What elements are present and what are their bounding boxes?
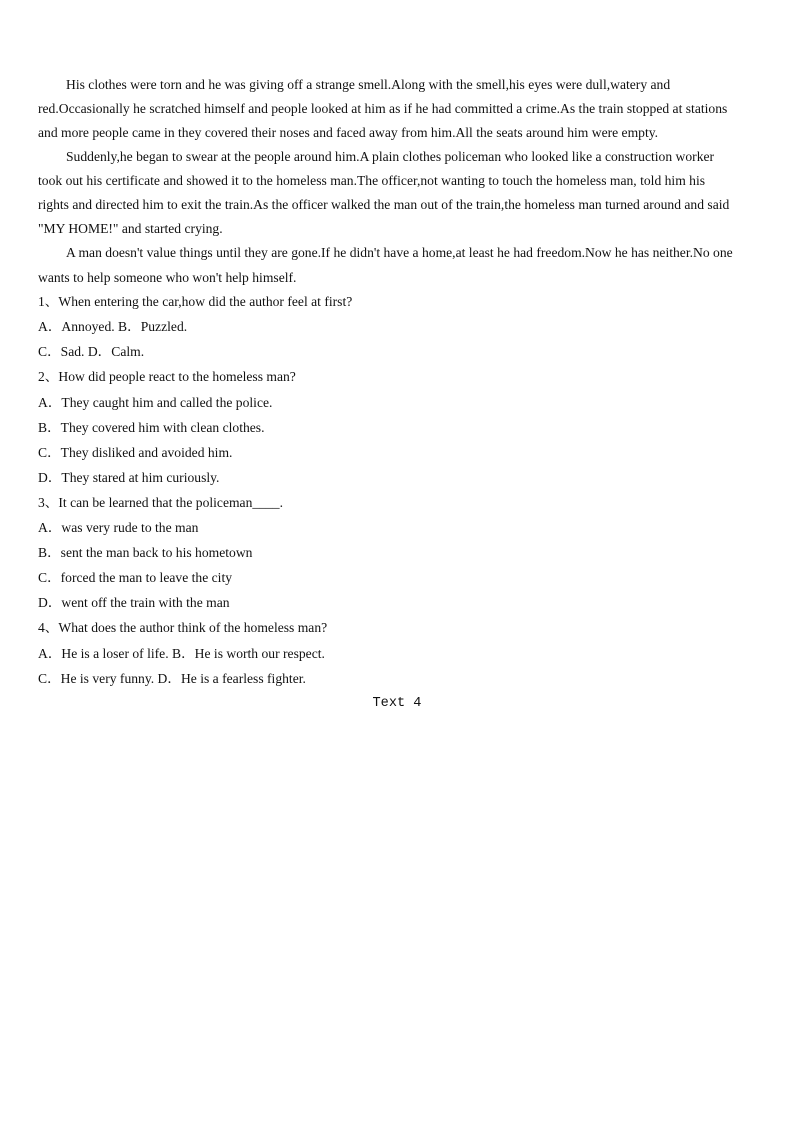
question-option: A．was very rude to the man bbox=[38, 520, 199, 535]
section-footer-label: Text 4 bbox=[372, 696, 422, 711]
question-stem: 1、When entering the car,how did the author feel at first? bbox=[38, 294, 353, 309]
question-option: D．They stared at him curiously. bbox=[38, 470, 220, 485]
question-option: C．They disliked and avoided him. bbox=[38, 445, 233, 460]
question-stem: 2、How did people react to the homeless man? bbox=[38, 369, 296, 384]
passage-line: rights and directed him to exit the train.As the officer walked the man out of the train,the homeless man turned around and said bbox=[38, 197, 730, 212]
question-options: A．Annoyed. B．Puzzled. bbox=[38, 319, 188, 334]
passage-line: His clothes were torn and he was giving off a strange smell.Along with the smell,his eyes were dull,watery and bbox=[66, 77, 671, 92]
question-option: A．They caught him and called the police. bbox=[38, 395, 273, 410]
question-option: D．went off the train with the man bbox=[38, 595, 230, 610]
question-options: A．He is a loser of life. B．He is worth our respect. bbox=[38, 646, 325, 661]
question-options: C．Sad. D．Calm. bbox=[38, 344, 145, 359]
question-stem: 4、What does the author think of the homeless man? bbox=[38, 620, 328, 635]
passage-line: took out his certificate and showed it to the homeless man.The officer,not wanting to touch the homeless man, told him his bbox=[38, 173, 706, 188]
question-stem: 3、It can be learned that the policeman____. bbox=[38, 495, 283, 510]
question-option: B．They covered him with clean clothes. bbox=[38, 420, 265, 435]
passage-line: and more people came in they covered their noses and faced away from him.All the seats around him were empty. bbox=[38, 125, 659, 140]
passage-line: wants to help someone who won't help himself. bbox=[38, 270, 297, 285]
passage-line: Suddenly,he began to swear at the people around him.A plain clothes policeman who looked like a construction worker bbox=[66, 149, 715, 164]
passage-line: "MY HOME!" and started crying. bbox=[38, 221, 223, 236]
passage-line: A man doesn't value things until they are gone.If he didn't have a home,at least he had freedom.Now he has neither.No one bbox=[66, 245, 733, 260]
question-options: C．He is very funny. D．He is a fearless fighter. bbox=[38, 671, 306, 686]
question-option: C．forced the man to leave the city bbox=[38, 570, 233, 585]
question-option: B．sent the man back to his hometown bbox=[38, 545, 253, 560]
passage-line: red.Occasionally he scratched himself and people looked at him as if he had committed a crime.As the train stopped at stations bbox=[38, 101, 728, 116]
